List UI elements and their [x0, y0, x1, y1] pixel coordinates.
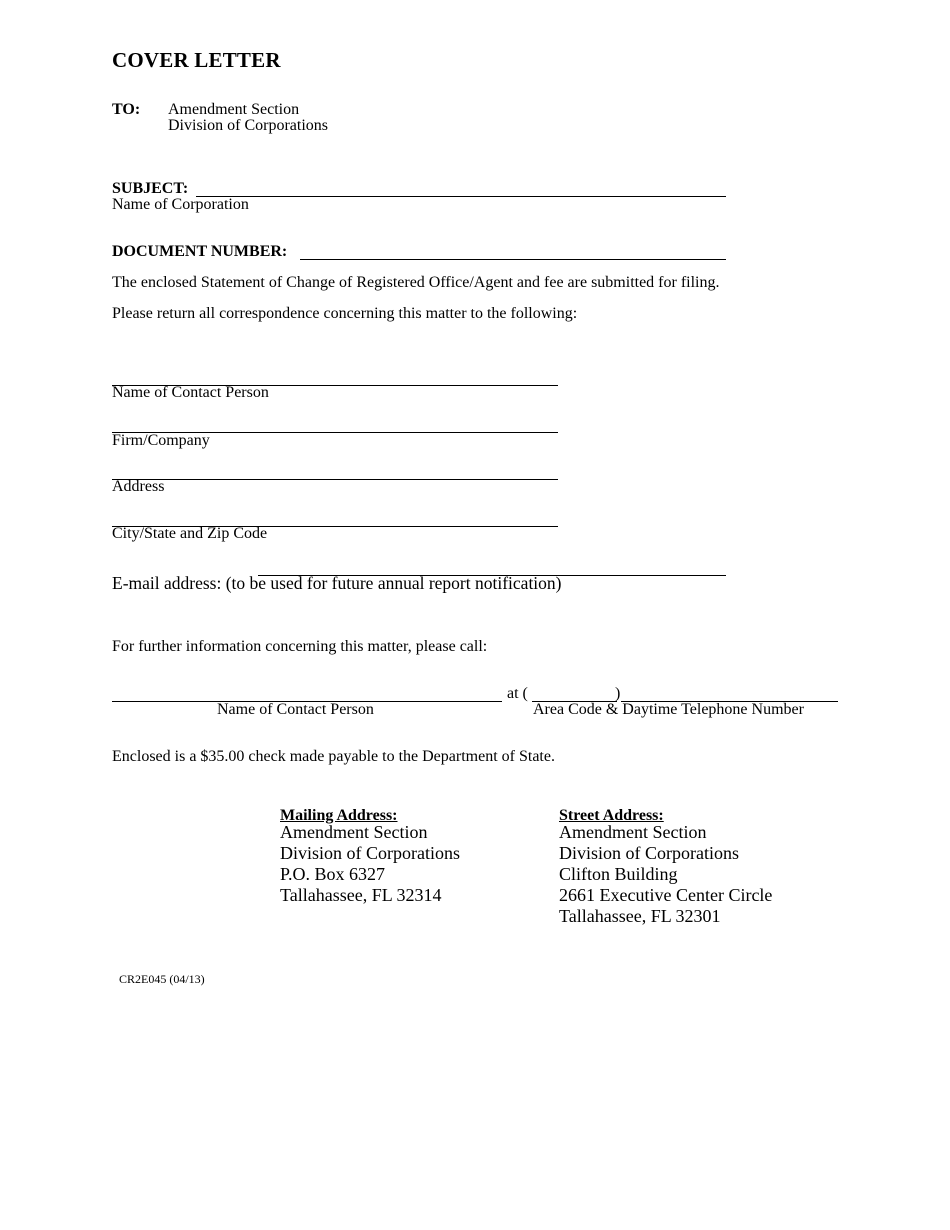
- payment-text: Enclosed is a $35.00 check made payable to the Department of State.: [112, 748, 555, 765]
- firm-label: Firm/Company: [112, 432, 210, 449]
- to-line-2: Division of Corporations: [168, 117, 328, 134]
- city-label: City/State and Zip Code: [112, 525, 268, 542]
- contact-name-label: Name of Contact Person: [112, 384, 269, 401]
- street-address-line-1: Amendment Section: [559, 822, 707, 842]
- form-code: CR2E045 (04/13): [119, 972, 205, 986]
- street-address-line-4: 2661 Executive Center Circle: [559, 885, 773, 905]
- close-paren: ): [615, 685, 621, 702]
- email-label: E-mail address: (to be used for future annual report notification): [112, 573, 562, 593]
- subject-sublabel: Name of Corporation: [112, 196, 249, 213]
- page-title: COVER LETTER: [112, 48, 281, 72]
- street-address-line-5: Tallahassee, FL 32301: [559, 906, 721, 926]
- subject-input-line[interactable]: [196, 196, 726, 197]
- phone-contact-name-label: Name of Contact Person: [217, 701, 374, 718]
- return-instruction-text: Please return all correspondence concerning this matter to the following:: [112, 305, 578, 322]
- address-label: Address: [112, 478, 165, 495]
- to-line-1: Amendment Section: [168, 101, 300, 118]
- phone-number-label: Area Code & Daytime Telephone Number: [533, 701, 804, 718]
- street-address-line-3: Clifton Building: [559, 864, 678, 884]
- at-text: at (: [507, 685, 528, 702]
- document-number-input-line[interactable]: [300, 259, 726, 260]
- address-line[interactable]: [112, 479, 558, 480]
- phone-intro-text: For further information concerning this matter, please call:: [112, 638, 488, 655]
- to-label: TO:: [112, 101, 141, 118]
- street-address-line-2: Division of Corporations: [559, 843, 739, 863]
- mailing-address-heading: Mailing Address:: [280, 807, 398, 824]
- mailing-address-line-4: Tallahassee, FL 32314: [280, 885, 442, 905]
- statement-text: The enclosed Statement of Change of Registered Office/Agent and fee are submitted for filing.: [112, 274, 720, 291]
- mailing-address-line-2: Division of Corporations: [280, 843, 460, 863]
- street-address-heading: Street Address:: [559, 807, 664, 824]
- mailing-address-line-1: Amendment Section: [280, 822, 428, 842]
- subject-label: SUBJECT:: [112, 180, 189, 197]
- mailing-address-line-3: P.O. Box 6327: [280, 864, 386, 884]
- document-number-label: DOCUMENT NUMBER:: [112, 243, 288, 260]
